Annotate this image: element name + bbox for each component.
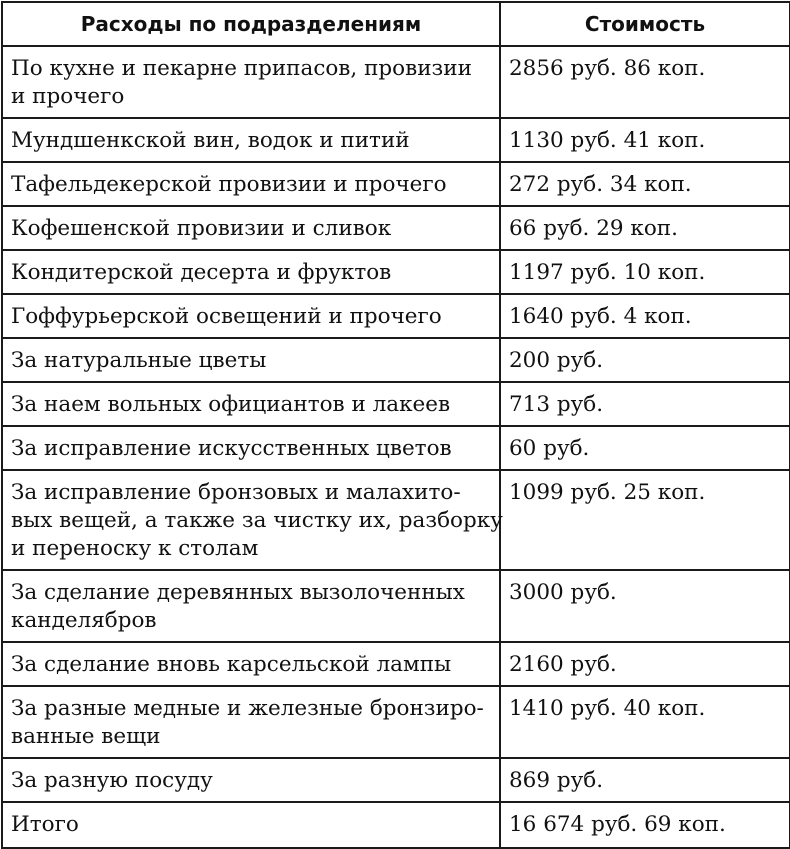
expense-item-line: За разную посуду (11, 768, 213, 793)
table-row (2, 426, 790, 470)
table-row (2, 758, 790, 802)
table-row (2, 338, 790, 382)
cost-cell: 869 руб. (500, 758, 790, 802)
expense-item-line: По кухне и пекарне припасов, провизии (11, 56, 472, 81)
expense-item-cell (2, 118, 500, 162)
expense-item-cell (2, 758, 500, 802)
header-row (2, 2, 790, 46)
table-row (2, 250, 790, 294)
cost-cell: 2856 руб. 86 коп. (500, 46, 790, 118)
table-row (2, 570, 790, 642)
expense-item-line: Кофешенской провизии и сливок (11, 216, 392, 241)
expense-item-cell (2, 642, 500, 686)
cost-cell: 272 руб. 34 коп. (500, 162, 790, 206)
expense-item-line: За сделание деревянных вызолоченных (11, 580, 465, 605)
expense-item-line: За исправление искусственных цветов (11, 436, 452, 461)
table-row (2, 118, 790, 162)
cost-cell: 1099 руб. 25 коп. (500, 470, 790, 570)
cost-cell: 2160 руб. (500, 642, 790, 686)
expense-item-line: канделябров (11, 608, 157, 633)
expense-item-cell (2, 338, 500, 382)
column-header-cost: Стоимость (500, 2, 790, 46)
cost-cell: 3000 руб. (500, 570, 790, 642)
expense-item-line: Гоффурьерской освещений и прочего (11, 304, 442, 329)
table-row (2, 46, 790, 118)
expense-item-line: За исправление бронзовых и малахито- (11, 480, 461, 505)
cost-cell: 66 руб. 29 коп. (500, 206, 790, 250)
table-row (2, 294, 790, 338)
table-row (2, 686, 790, 758)
expense-item-line: ванные вещи (11, 724, 161, 749)
column-header-expenses: Расходы по подразделениям (2, 2, 500, 46)
cost-cell: 1410 руб. 40 коп. (500, 686, 790, 758)
expense-table (1, 1, 790, 849)
expense-item-cell (2, 294, 500, 338)
expense-item-line: За натуральные цветы (11, 348, 267, 373)
table-row (2, 470, 790, 570)
table-body (2, 46, 790, 848)
cost-cell: 1197 руб. 10 коп. (500, 250, 790, 294)
expense-item-line: За сделание вновь карсельской лампы (11, 652, 452, 677)
table-row (2, 162, 790, 206)
cost-cell: 1640 руб. 4 коп. (500, 294, 790, 338)
expense-item-cell (2, 250, 500, 294)
expense-item-cell (2, 426, 500, 470)
cost-cell: 713 руб. (500, 382, 790, 426)
total-cost-cell: 16 674 руб. 69 коп. (500, 802, 790, 848)
expense-item-cell (2, 206, 500, 250)
cost-cell: 200 руб. (500, 338, 790, 382)
expense-item-line: и переноску к столам (11, 536, 259, 561)
total-label-cell (2, 802, 500, 848)
expense-item-cell (2, 686, 500, 758)
expense-item-line: Итого (11, 812, 79, 837)
expense-item-cell (2, 162, 500, 206)
expense-item-line: Кондитерской десерта и фруктов (11, 260, 392, 285)
expense-item-line: вых вещей, а также за чистку их, разборку (11, 508, 503, 533)
cost-cell: 60 руб. (500, 426, 790, 470)
expense-item-cell (2, 470, 503, 570)
expense-item-line: Мундшенкской вин, водок и питий (11, 128, 410, 153)
expense-item-cell (2, 570, 500, 642)
expense-item-cell (2, 46, 500, 118)
table-row (2, 206, 790, 250)
expense-item-cell (2, 382, 500, 426)
expense-item-line: За разные медные и железные бронзиро- (11, 696, 484, 721)
table-row (2, 642, 790, 686)
expense-item-line: За наем вольных официантов и лакеев (11, 392, 451, 417)
expense-item-line: Тафельдекерской провизии и прочего (11, 172, 447, 197)
total-row (2, 802, 790, 848)
table-row (2, 382, 790, 426)
cost-cell: 1130 руб. 41 коп. (500, 118, 790, 162)
expense-item-line: и прочего (11, 84, 125, 109)
